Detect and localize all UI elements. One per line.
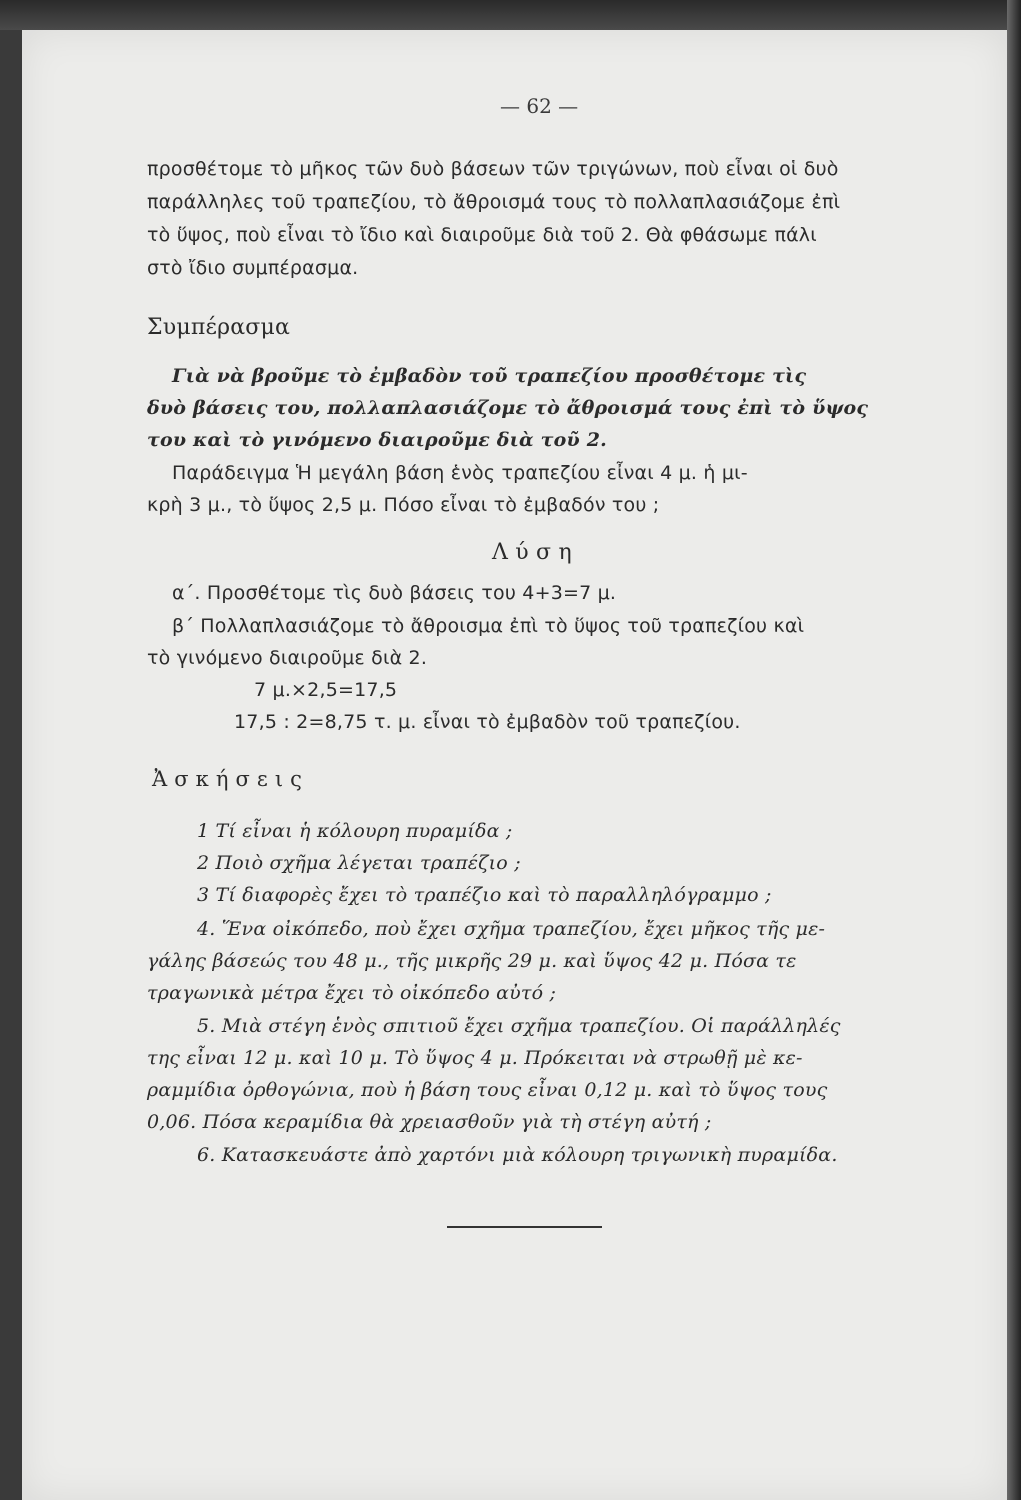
- scan-border-right: [1007, 0, 1021, 1500]
- end-divider: [447, 1226, 602, 1228]
- scan-border-top: [0, 0, 1021, 30]
- intro-line-3: τὸ ὕψος, ποὺ εἶναι τὸ ἴδιο καὶ διαιροῦμε διὰ τοῦ 2. Θὰ φθάσωμε πάλι: [147, 224, 817, 246]
- solution-calc-2: 17,5 : 2=8,75 τ. μ. εἶναι τὸ ἐμβαδὸν τοῦ τραπεζίου.: [234, 711, 741, 733]
- exercise-4-line-1: 4. Ἕνα οἰκόπεδο, ποὺ ἔχει σχῆμα τραπεζίου, ἔχει μῆκος τῆς με-: [197, 918, 826, 940]
- exercise-5-line-1: 5. Μιὰ στέγη ἑνὸς σπιτιοῦ ἔχει σχῆμα τραπεζίου. Οἱ παράλληλές: [197, 1015, 841, 1037]
- exercise-4-line-2: γάλης βάσεώς του 48 μ., τῆς μικρῆς 29 μ. καὶ ὕψος 42 μ. Πόσα τε: [147, 950, 797, 972]
- solution-calc-1: 7 μ.×2,5=17,5: [254, 679, 398, 701]
- exercise-5-line-3: ραμμίδια ὀρθογώνια, ποὺ ἡ βάση τους εἶναι 0,12 μ. καὶ τὸ ὕψος τους: [147, 1079, 828, 1101]
- exercise-5-line-4: 0,06. Πόσα κεραμίδια θὰ χρειασθοῦν γιὰ τὴ στέγη αὐτή ;: [147, 1111, 712, 1133]
- exercise-5-line-2: της εἶναι 12 μ. καὶ 10 μ. Τὸ ὕψος 4 μ. Πρόκειται νὰ στρωθῇ μὲ κε-: [147, 1047, 803, 1069]
- intro-line-2: παράλληλες τοῦ τραπεζίου, τὸ ἄθροισμά τους τὸ πολλαπλασιάζομε ἐπὶ: [147, 191, 841, 213]
- rule-line-1: Γιὰ νὰ βροῦμε τὸ ἐμβαδὸν τοῦ τραπεζίου προσθέτομε τὶς: [172, 365, 807, 387]
- exercises-heading: Ἀ σ κ ή σ ε ι ς: [152, 767, 303, 791]
- solution-step-a: α΄. Προσθέτομε τὶς δυὸ βάσεις του 4+3=7 μ.: [172, 582, 617, 604]
- intro-line-1: προσθέτομε τὸ μῆκος τῶν δυὸ βάσεων τῶν τριγώνων, ποὺ εἶναι οἱ δυὸ: [147, 158, 839, 180]
- page-number: — 62 —: [500, 94, 579, 118]
- rule-line-3: του καὶ τὸ γινόμενο διαιροῦμε διὰ τοῦ 2.: [147, 429, 607, 451]
- exercise-2: 2 Ποιὸ σχῆμα λέγεται τραπέζιο ;: [197, 852, 521, 874]
- solution-heading: Λ ύ σ η: [492, 540, 572, 565]
- rule-line-2: δυὸ βάσεις του, πολλαπλασιάζομε τὸ ἄθροισμά τους ἐπὶ τὸ ὕψος: [147, 397, 869, 419]
- exercise-4-line-3: τραγωνικὰ μέτρα ἔχει τὸ οἰκόπεδο αὐτό ;: [147, 982, 557, 1004]
- solution-step-b-cont: τὸ γινόμενο διαιροῦμε διὰ 2.: [147, 647, 428, 669]
- book-page: [22, 30, 1007, 1500]
- exercise-6: 6. Κατασκευάστε ἀπὸ χαρτόνι μιὰ κόλουρη τριγωνικὴ πυραμίδα.: [197, 1144, 838, 1166]
- example-line-1: Παράδειγμα Ἡ μεγάλη βάση ἑνὸς τραπεζίου εἶναι 4 μ. ἡ μι-: [172, 462, 748, 484]
- conclusion-heading: Συμπέρασμα: [147, 315, 291, 340]
- solution-step-b: β΄ Πολλαπλασιάζομε τὸ ἄθροισμα ἐπὶ τὸ ὕψος τοῦ τραπεζίου καὶ: [172, 615, 805, 637]
- exercise-3: 3 Τί διαφορὲς ἔχει τὸ τραπέζιο καὶ τὸ παραλληλόγραμμο ;: [197, 884, 772, 906]
- exercise-1: 1 Τί εἶναι ἡ κόλουρη πυραμίδα ;: [197, 820, 513, 842]
- example-line-2: κρὴ 3 μ., τὸ ὕψος 2,5 μ. Πόσο εἶναι τὸ ἐμβαδόν του ;: [147, 494, 660, 516]
- intro-line-4: στὸ ἴδιο συμπέρασμα.: [147, 257, 359, 279]
